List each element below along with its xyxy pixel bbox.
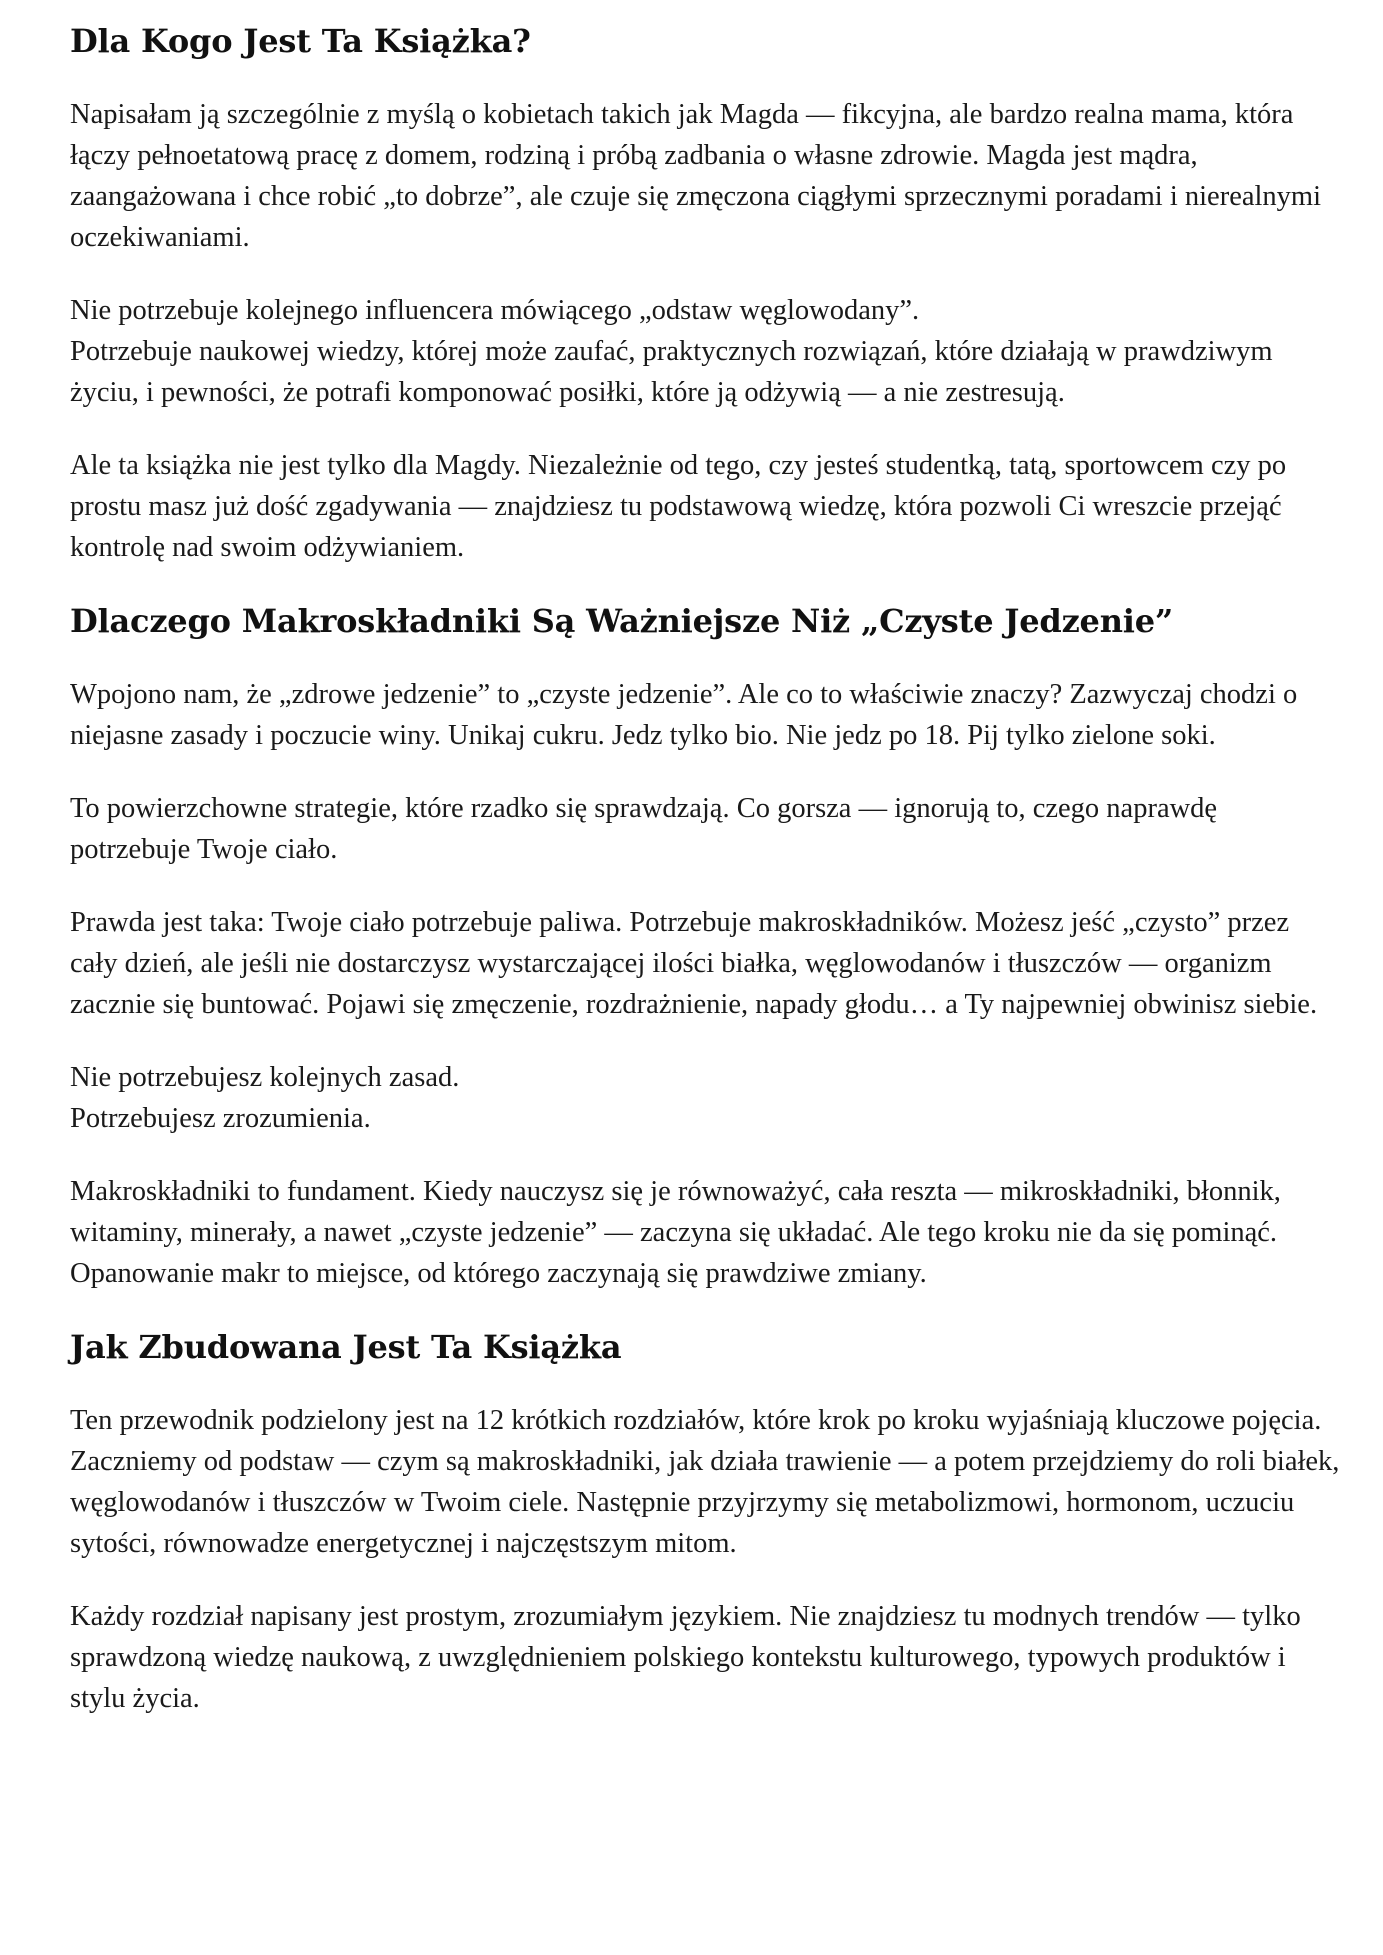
section-why-macronutrients [70,600,1343,1294]
section-book-structure [70,1326,1343,1719]
section-heading: Jak Zbudowana Jest Ta Książka [70,1328,622,1366]
paragraph: Nie potrzebuje kolejnego influencera mówiącego „odstaw węglowodany”. Potrzebuje naukowej wiedzy, której może zaufać, praktycznych rozwiązań, które działają w prawdziwym życiu, i pewności, że potrafi komponować posiłki, które ją odżywią — a nie zestresują. [70,295,1273,408]
paragraph: Wpojono nam, że „zdrowe jedzenie” to „czyste jedzenie”. Ale co to właściwie znaczy? Zazwyczaj chodzi o niejasne zasady i poczucie winy. Unikaj cukru. Jedz tylko bio. Nie jedz po 18. Pij tylko zielone soki. [70,679,1298,751]
paragraph: Każdy rozdział napisany jest prostym, zrozumiałym językiem. Nie znajdziesz tu modnych trendów — tylko sprawdzoną wiedzę naukową, z uwzględnieniem polskiego kontekstu kulturowego, typowych produktów i stylu życia. [70,1601,1301,1714]
paragraph: Napisałam ją szczególnie z myślą o kobietach takich jak Magda — fikcyjna, ale bardzo realna mama, która łączy pełnoetatową pracę z domem, rodziną i próbą zadbania o własne zdrowie. Magda jest mądra, zaangażowana i chce robić „to dobrze”, ale czuje się zmęczona ciągłymi sprzecznymi poradami i nierealnymi oczekiwaniami. [70,99,1321,253]
paragraph: Prawda jest taka: Twoje ciało potrzebuje paliwa. Potrzebuje makroskładników. Możesz jeść „czysto” przez cały dzień, ale jeśli nie dostarczysz wystarczającej ilości białka, węglowodanów i tłuszczów — organizm zacznie się buntować. Pojawi się zmęczenie, rozdrażnienie, napady głodu… a Ty najpewniej obwinisz siebie. [70,907,1318,1020]
paragraph: Makroskładniki to fundament. Kiedy nauczysz się je równoważyć, cała reszta — mikroskładniki, błonnik, witaminy, minerały, a nawet „czyste jedzenie” — zaczyna się układać. Ale tego kroku nie da się pominąć. Opanowanie makr to miejsce, od którego zaczynają się prawdziwe zmiany. [70,1176,1281,1289]
section-target-audience [70,20,1343,568]
paragraph: To powierzchowne strategie, które rzadko się sprawdzają. Co gorsza — ignorują to, czego naprawdę potrzebuje Twoje ciało. [70,793,1218,865]
section-heading: Dlaczego Makroskładniki Są Ważniejsze Niż „Czyste Jedzenie” [70,602,1174,640]
section-heading: Dla Kogo Jest Ta Książka? [70,22,531,60]
paragraph: Ale ta książka nie jest tylko dla Magdy. Niezależnie od tego, czy jesteś studentką, tatą, sportowcem czy po prostu masz już dość zgadywania — znajdziesz tu podstawową wiedzę, która pozwoli Ci wreszcie przejąć kontrolę nad swoim odżywianiem. [70,450,1287,563]
paragraph: Ten przewodnik podzielony jest na 12 krótkich rozdziałów, które krok po kroku wyjaśniają kluczowe pojęcia. Zaczniemy od podstaw — czym są makroskładniki, jak działa trawienie — a potem przejdziemy do roli białek, węglowodanów i tłuszczów w Twoim ciele. Następnie przyjrzymy się metabolizmowi, hormonom, uczuciu sytości, równowadze energetycznej i najczęstszym mitom. [70,1405,1340,1559]
paragraph: Nie potrzebujesz kolejnych zasad. Potrzebujesz zrozumienia. [70,1062,460,1134]
